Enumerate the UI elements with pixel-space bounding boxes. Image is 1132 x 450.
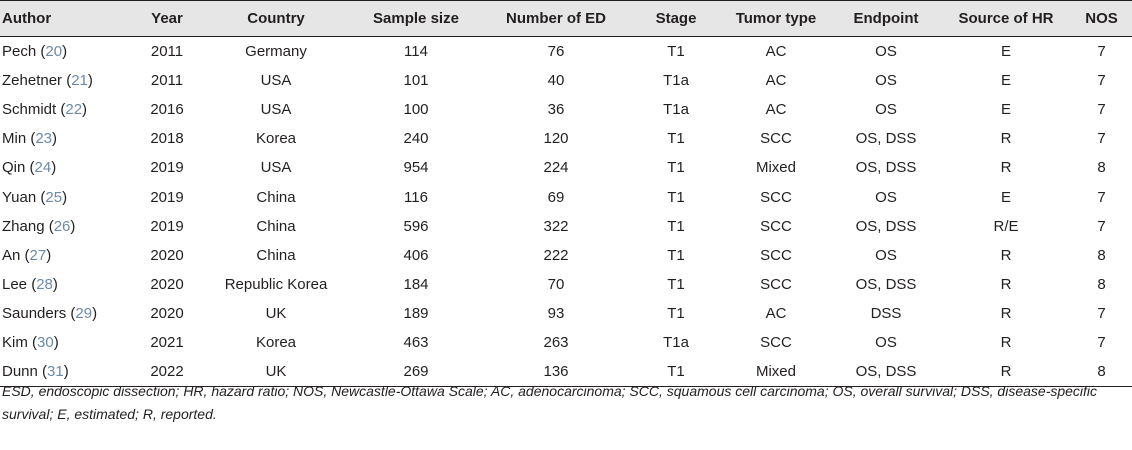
cell-tumor-type: Mixed — [721, 358, 831, 387]
cell-year: 2011 — [150, 71, 184, 89]
cell-nos: 8 — [1097, 246, 1106, 264]
author-name: Schmidt — [2, 100, 57, 118]
table-row — [0, 37, 1132, 66]
cell-author: Pech (20) — [2, 42, 68, 60]
cell-stage: T1 — [667, 188, 685, 206]
cell-stage: T1 — [631, 358, 721, 387]
cell-source-of-hr: R — [1000, 305, 1012, 323]
author-name: Qin — [2, 159, 26, 177]
cell-country: UK — [201, 358, 351, 387]
cell-endpoint: OS — [875, 42, 897, 60]
cell-country: China — [256, 217, 296, 235]
cell-nos: 8 — [1097, 276, 1106, 294]
cell-year: 2019 — [150, 217, 184, 235]
cell-stage: T1 — [667, 159, 685, 177]
cell-stage: T1 — [667, 42, 685, 60]
cell-stage: T1a — [663, 100, 689, 118]
cell-source-of-hr: E — [1000, 71, 1011, 89]
header-year: Year — [133, 1, 201, 37]
cell-nos: 7 — [1097, 305, 1106, 323]
cell-year: 2020 — [150, 276, 184, 294]
reference-link[interactable]: 21 — [71, 71, 88, 89]
author-name: Pech — [2, 42, 37, 60]
cell-source-of-hr: R — [1000, 159, 1012, 177]
cell-author: Lee (28) — [2, 276, 58, 294]
cell-source-of-hr: E — [1000, 42, 1011, 60]
author-name: Saunders — [2, 305, 67, 323]
cell-year: 2019 — [150, 188, 184, 206]
cell-tumor-type: SCC — [760, 276, 792, 294]
author-name: Kim — [2, 334, 28, 352]
cell-sample-size: 240 — [403, 130, 429, 148]
cell-endpoint: OS, DSS — [855, 276, 917, 294]
cell-country: China — [256, 188, 296, 206]
cell-sample-size: 100 — [403, 100, 429, 118]
cell-tumor-type: AC — [765, 42, 787, 60]
cell-author: Min (23) — [2, 130, 58, 148]
table-row — [0, 270, 1132, 299]
cell-source-of-hr: R — [1000, 334, 1012, 352]
cell-number-of-ed: 70 — [547, 276, 565, 294]
cell-source-of-hr: E — [1000, 188, 1011, 206]
header-author: Author — [0, 1, 133, 37]
cell-sample-size: 114 — [404, 42, 428, 60]
cell-tumor-type: AC — [765, 305, 787, 323]
cell-author: An (27) — [2, 246, 52, 264]
cell-stage: T1 — [667, 130, 685, 148]
table-row — [0, 182, 1132, 211]
cell-number-of-ed: 69 — [547, 188, 565, 206]
cell-source-of-hr: R/E — [993, 217, 1019, 235]
cell-endpoint: DSS — [870, 305, 902, 323]
cell-endpoint: OS, DSS — [831, 358, 941, 387]
cell-country: Korea — [255, 334, 297, 352]
table-footnote: ESD, endoscopic dissection; HR, hazard ratio; NOS, Newcastle-Ottawa Scale; AC, adenocarcinoma; SCC, squamous cell carcinoma; OS, overall survival; DSS, disease-specific survival; E, estimated; R, reported. — [2, 383, 1098, 422]
header-row — [0, 1, 1132, 37]
reference-link[interactable]: 20 — [45, 42, 63, 60]
cell-author: Dunn (31) — [0, 358, 133, 387]
header-sample-size: Sample size — [351, 1, 481, 37]
cell-nos: 7 — [1097, 188, 1106, 206]
cell-sample-size: 596 — [403, 217, 429, 235]
cell-stage: T1 — [667, 217, 685, 235]
table-row — [0, 241, 1132, 270]
cell-nos: 7 — [1097, 334, 1106, 352]
cell-author: Schmidt (22) — [2, 100, 88, 118]
cell-country: China — [256, 246, 296, 264]
author-name: Zhang — [2, 217, 45, 235]
cell-country: Germany — [245, 42, 307, 60]
cell-tumor-type: AC — [765, 100, 787, 118]
cell-nos: 7 — [1097, 130, 1106, 148]
cell-number-of-ed: 76 — [547, 42, 565, 60]
cell-country: USA — [260, 71, 292, 89]
author-name: Min — [2, 130, 27, 148]
cell-nos: 7 — [1097, 42, 1106, 60]
cell-endpoint: OS — [875, 71, 897, 89]
reference-link[interactable]: 23 — [35, 130, 53, 148]
header-tumor-type: Tumor type — [721, 1, 831, 37]
table-row — [0, 328, 1132, 357]
cell-tumor-type: Mixed — [755, 159, 796, 177]
cell-author: Yuan (25) — [2, 188, 68, 206]
cell-author: Qin (24) — [2, 159, 57, 177]
reference-link[interactable]: 26 — [53, 217, 71, 235]
table-row — [0, 299, 1132, 328]
cell-year: 2011 — [150, 42, 184, 60]
cell-number-of-ed: 120 — [543, 130, 569, 148]
cell-number-of-ed: 224 — [543, 159, 569, 177]
header-country: Country — [201, 1, 351, 37]
cell-number-of-ed: 222 — [543, 246, 569, 264]
cell-year: 2020 — [150, 246, 184, 264]
cell-nos: 7 — [1097, 100, 1106, 118]
cell-nos: 7 — [1097, 71, 1106, 89]
cell-endpoint: OS — [875, 246, 897, 264]
author-name: Yuan — [2, 188, 37, 206]
cell-sample-size: 954 — [403, 159, 429, 177]
table-body — [0, 37, 1132, 387]
table-row — [0, 95, 1132, 124]
cell-sample-size: 463 — [403, 334, 429, 352]
cell-stage: T1 — [667, 305, 685, 323]
table-row — [0, 66, 1132, 95]
reference-link[interactable]: 30 — [37, 334, 54, 352]
cell-tumor-type: SCC — [760, 130, 792, 148]
reference-link[interactable]: 24 — [34, 159, 52, 177]
author-name: Dunn — [2, 363, 38, 381]
cell-sample-size: 269 — [351, 358, 481, 387]
cell-number-of-ed: 136 — [481, 358, 631, 387]
cell-endpoint: OS, DSS — [855, 130, 917, 148]
cell-endpoint: OS — [875, 334, 897, 352]
header-source-of-hr: Source of HR — [941, 1, 1071, 37]
cell-sample-size: 184 — [403, 276, 429, 294]
cell-number-of-ed: 263 — [543, 334, 569, 352]
table-row — [0, 212, 1132, 241]
cell-author: Saunders (29) — [2, 305, 98, 323]
cell-number-of-ed: 40 — [547, 71, 565, 89]
cell-endpoint: OS — [875, 188, 897, 206]
header-number-of-ed: Number of ED — [481, 1, 631, 37]
cell-source-of-hr: R — [941, 358, 1071, 387]
cell-author: Kim (30) — [2, 334, 59, 352]
author-name: Lee — [2, 276, 28, 294]
cell-tumor-type: AC — [765, 71, 787, 89]
cell-sample-size: 406 — [403, 246, 429, 264]
reference-link[interactable]: 22 — [65, 100, 83, 118]
table-row — [0, 153, 1132, 182]
author-name: An — [2, 246, 21, 264]
reference-link[interactable]: 27 — [29, 246, 47, 264]
cell-endpoint: OS — [875, 100, 897, 118]
cell-sample-size: 101 — [403, 71, 429, 89]
cell-nos: 8 — [1097, 159, 1106, 177]
cell-sample-size: 189 — [403, 305, 429, 323]
cell-author: Zehetner (21) — [2, 71, 93, 89]
cell-year: 2022 — [133, 358, 201, 387]
author-name: Zehetner — [2, 71, 63, 89]
reference-link[interactable]: 31 — [47, 363, 64, 381]
cell-number-of-ed: 93 — [547, 305, 565, 323]
cell-source-of-hr: R — [1000, 130, 1012, 148]
cell-source-of-hr: R — [1000, 276, 1012, 294]
cell-stage: T1a — [663, 71, 689, 89]
cell-tumor-type: SCC — [760, 188, 792, 206]
table-row — [0, 124, 1132, 153]
reference-link[interactable]: 29 — [75, 305, 93, 323]
cell-country: USA — [260, 159, 292, 177]
reference-link[interactable]: 28 — [36, 276, 53, 294]
cell-number-of-ed: 36 — [547, 100, 565, 118]
cell-nos: 7 — [1097, 217, 1106, 235]
cell-country: USA — [260, 100, 292, 118]
cell-author: Zhang (26) — [2, 217, 76, 235]
header-endpoint: Endpoint — [831, 1, 941, 37]
cell-sample-size: 116 — [404, 188, 428, 206]
cell-stage: T1a — [663, 334, 689, 352]
cell-endpoint: OS, DSS — [855, 159, 917, 177]
cell-number-of-ed: 322 — [543, 217, 569, 235]
cell-year: 2020 — [150, 305, 184, 323]
cell-tumor-type: SCC — [760, 217, 792, 235]
cell-endpoint: OS, DSS — [855, 217, 917, 235]
cell-year: 2016 — [150, 100, 184, 118]
cell-year: 2021 — [150, 334, 184, 352]
cell-source-of-hr: R — [1000, 246, 1012, 264]
cell-country: Republic Korea — [224, 276, 328, 294]
reference-link[interactable]: 25 — [45, 188, 63, 206]
cell-country: Korea — [255, 130, 297, 148]
cell-country: UK — [265, 305, 287, 323]
cell-source-of-hr: E — [1000, 100, 1011, 118]
cell-year: 2018 — [150, 130, 184, 148]
cell-stage: T1 — [667, 276, 685, 294]
cell-tumor-type: SCC — [760, 334, 792, 352]
header-stage: Stage — [631, 1, 721, 37]
cell-nos: 8 — [1071, 358, 1132, 387]
cell-year: 2019 — [150, 159, 184, 177]
header-nos: NOS — [1071, 1, 1132, 37]
cell-tumor-type: SCC — [760, 246, 792, 264]
cell-stage: T1 — [667, 246, 685, 264]
